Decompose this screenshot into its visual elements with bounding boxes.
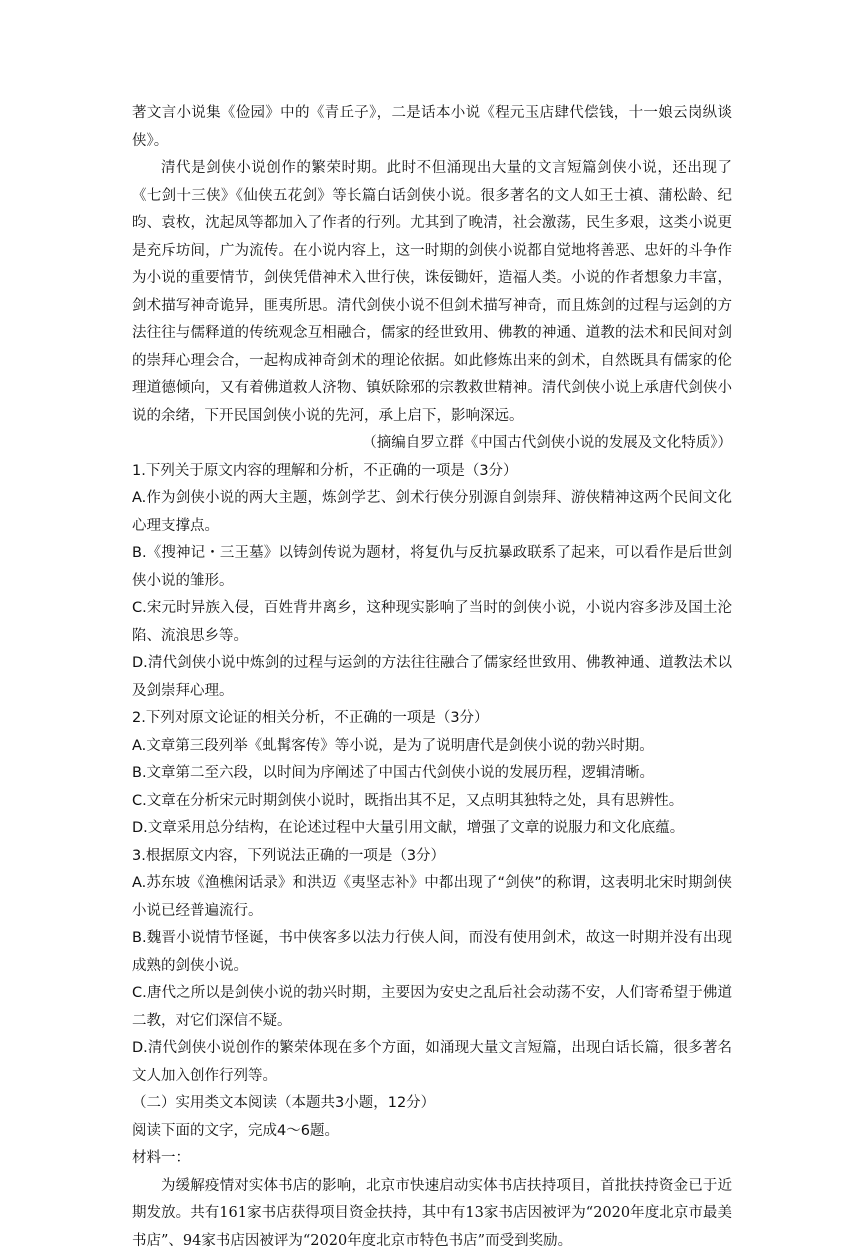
option-a: A.苏东坡《渔樵闲话录》和洪迈《夷坚志补》中都出现了“剑侠”的称谓，这表明北宋时期剑侠小说已经普遍流行。 <box>132 870 732 925</box>
question-2 <box>132 705 732 843</box>
material-paragraph: 为缓解疫情对实体书店的影响，北京市快速启动实体书店扶持项目，首批扶持资金已于近期发放。共有161家书店获得项目资金扶持，其中有13家书店因被评为“2020年度北京市最美书店”、94家书店因被评为“2020年度北京市特色书店”而受到奖励。 <box>132 1173 732 1255</box>
continuation-paragraph: 著文言小说集《俭园》中的《青丘子》，二是话本小说《程元玉店肆代偿钱，十一娘云岗纵谈侠》。 <box>132 100 732 155</box>
question-3 <box>132 843 732 1091</box>
option-c: C.唐代之所以是剑侠小说的勃兴时期，主要因为安史之乱后社会动荡不安，人们寄希望于佛道二教，对它们深信不疑。 <box>132 980 732 1035</box>
material-label: 材料一： <box>132 1145 732 1173</box>
option-c: C.文章在分析宋元时期剑侠小说时，既指出其不足，又点明其独特之处，具有思辨性。 <box>132 788 732 816</box>
option-c: C.宋元时异族入侵，百姓背井离乡，这种现实影响了当时的剑侠小说，小说内容多涉及国土沦陷、流浪思乡等。 <box>132 595 732 650</box>
question-1 <box>132 458 732 706</box>
qing-dynasty-paragraph: 清代是剑侠小说创作的繁荣时期。此时不但涌现出大量的文言短篇剑侠小说，还出现了《七剑十三侠》《仙侠五花剑》等长篇白话剑侠小说。很多著名的文人如王士禛、蒲松龄、纪昀、袁枚，沈起凤等都加入了作者的行列。尤其到了晚清，社会激荡，民生多艰，这类小说更是充斥坊间，广为流传。在小说内容上，这一时期的剑侠小说都自觉地将善恶、忠奸的斗争作为小说的重要情节，剑侠凭借神术入世行侠，诛佞锄奸，造福人类。小说的作者想象力丰富，剑术描写神奇诡异，匪夷所思。清代剑侠小说不但剑术描写神奇，而且炼剑的过程与运剑的方法往往与儒释道的传统观念互相融合，儒家的经世致用、佛教的神通、道教的法术和民间对剑的崇拜心理会合，一起构成神奇剑术的理论依据。如此修炼出来的剑术，自然既具有儒家的伦理道德倾向，又有着佛道救人济物、镇妖除邪的宗教救世精神。清代剑侠小说上承唐代剑侠小说的余绪，下开民国剑侠小说的先河，承上启下，影响深远。 <box>132 155 732 430</box>
section-title: （二）实用类文本阅读（本题共3小题，12分） <box>132 1090 732 1118</box>
reading-instruction: 阅读下面的文字，完成4～6题。 <box>132 1118 732 1146</box>
source-citation: （摘编自罗立群《中国古代剑侠小说的发展及文化特质》） <box>132 430 732 458</box>
option-d: D.清代剑侠小说创作的繁荣体现在多个方面，如涌现大量文言短篇，出现白话长篇，很多著名文人加入创作行列等。 <box>132 1035 732 1090</box>
option-a: A.作为剑侠小说的两大主题，炼剑学艺、剑术行侠分别源自剑崇拜、游侠精神这两个民间文化心理支撑点。 <box>132 485 732 540</box>
question-stem: 1.下列关于原文内容的理解和分析，不正确的一项是（3分） <box>132 458 732 486</box>
option-d: D.文章采用总分结构，在论述过程中大量引用文献，增强了文章的说服力和文化底蕴。 <box>132 815 732 843</box>
option-b: B.魏晋小说情节怪诞，书中侠客多以法力行侠人间，而没有使用剑术，故这一时期并没有出现成熟的剑侠小说。 <box>132 925 732 980</box>
question-stem: 3.根据原文内容，下列说法正确的一项是（3分） <box>132 843 732 871</box>
document-page <box>132 100 732 1255</box>
option-d: D.清代剑侠小说中炼剑的过程与运剑的方法往往融合了儒家经世致用、佛教神通、道教法术以及剑崇拜心理。 <box>132 650 732 705</box>
question-stem: 2.下列对原文论证的相关分析，不正确的一项是（3分） <box>132 705 732 733</box>
option-a: A.文章第三段列举《虬髯客传》等小说，是为了说明唐代是剑侠小说的勃兴时期。 <box>132 733 732 761</box>
option-b: B.文章第二至六段，以时间为序阐述了中国古代剑侠小说的发展历程，逻辑清晰。 <box>132 760 732 788</box>
option-b: B.《搜神记・三王墓》以铸剑传说为题材，将复仇与反抗暴政联系了起来，可以看作是后世剑侠小说的雏形。 <box>132 540 732 595</box>
